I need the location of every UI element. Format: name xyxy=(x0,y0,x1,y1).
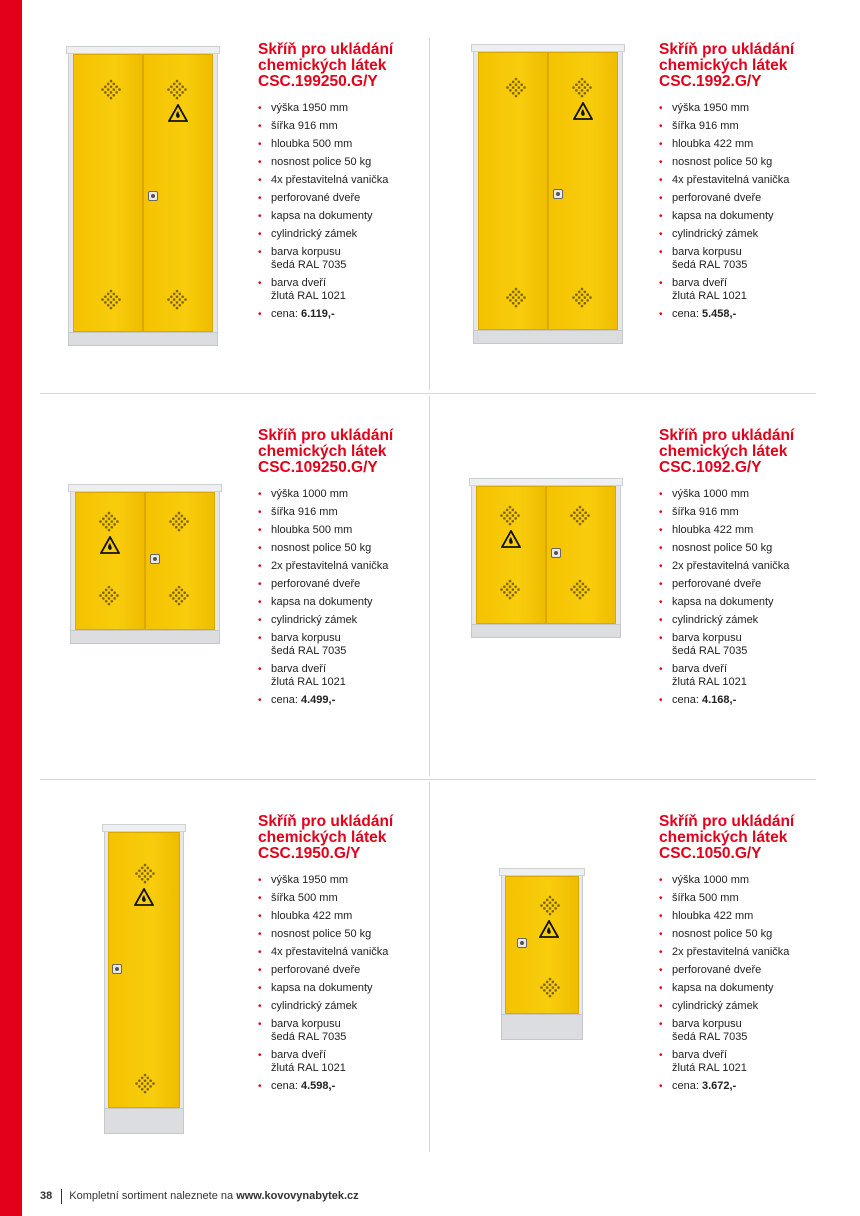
cylinder-lock-icon xyxy=(112,964,122,974)
price-value: 4.598,- xyxy=(300,1080,336,1092)
spec-item-body-color xyxy=(258,632,428,658)
footer-separator xyxy=(61,1189,62,1204)
spec-item-price xyxy=(258,1080,428,1093)
price-label: cena: xyxy=(672,308,699,320)
product-title-line: CSC.1092.G/Y xyxy=(659,459,762,476)
body-color-label: • barva korpusu xyxy=(672,1018,742,1030)
cylinder-lock-icon xyxy=(551,548,561,558)
spec-item: • nosnost police 50 kg xyxy=(258,928,428,941)
cylinder-lock-icon xyxy=(517,938,527,948)
product-card xyxy=(40,810,420,1180)
product-title xyxy=(258,814,428,862)
product-info xyxy=(659,428,829,712)
spec-list xyxy=(659,488,829,707)
product-info xyxy=(258,42,428,326)
product-info xyxy=(659,42,829,326)
spec-list xyxy=(258,874,428,1093)
page-number: 38 xyxy=(40,1190,53,1202)
footer-website-link[interactable]: www.kovovynabytek.cz xyxy=(236,1190,359,1202)
spec-item: • cylindrický zámek xyxy=(659,1000,829,1013)
spec-list xyxy=(258,102,428,321)
body-color-value: šedá RAL 7035 xyxy=(271,645,347,657)
door-color-value: žlutá RAL 1021 xyxy=(672,1062,747,1074)
body-color-value: šedá RAL 7035 xyxy=(271,1031,347,1043)
product-title-line: CSC.109250.G/Y xyxy=(258,459,378,476)
body-color-label: • barva korpusu xyxy=(271,632,341,644)
product-title xyxy=(258,428,428,476)
product-title xyxy=(258,42,428,90)
spec-item: • nosnost police 50 kg xyxy=(258,542,428,555)
spec-item: • nosnost police 50 kg xyxy=(659,928,829,941)
price-value: 6.119,- xyxy=(300,308,335,320)
product-card xyxy=(441,810,821,1180)
spec-item: • hloubka 422 mm xyxy=(659,138,829,151)
divider-vertical xyxy=(429,396,430,776)
product-title-line: Skříň pro ukládání xyxy=(659,813,795,830)
spec-item-door-color xyxy=(258,1049,428,1075)
body-color-label: • barva korpusu xyxy=(271,246,341,258)
price-value: 3.672,- xyxy=(701,1080,737,1092)
spec-item: • cylindrický zámek xyxy=(659,228,829,241)
product-card xyxy=(441,424,821,794)
body-color-label: • barva korpusu xyxy=(271,1018,341,1030)
product-title-line: Skříň pro ukládání xyxy=(258,813,394,830)
spec-item: • výška 1000 mm xyxy=(659,488,829,501)
spec-item-door-color xyxy=(659,277,829,303)
product-card xyxy=(40,38,420,408)
spec-item: • kapsa na dokumenty xyxy=(659,982,829,995)
price-label: cena: xyxy=(271,308,298,320)
spec-list xyxy=(659,874,829,1093)
product-title xyxy=(659,428,829,476)
body-color-value: šedá RAL 7035 xyxy=(672,259,748,271)
spec-item: • výška 1000 mm xyxy=(258,488,428,501)
price-value: 4.168,- xyxy=(701,694,737,706)
spec-item: • výška 1950 mm xyxy=(659,102,829,115)
product-title xyxy=(659,814,829,862)
spec-item: • cylindrický zámek xyxy=(258,614,428,627)
spec-item: • cylindrický zámek xyxy=(258,228,428,241)
spec-item: • hloubka 500 mm xyxy=(258,524,428,537)
spec-item: • kapsa na dokumenty xyxy=(258,210,428,223)
spec-item: • výška 1950 mm xyxy=(258,102,428,115)
divider-vertical xyxy=(429,38,430,390)
cylinder-lock-icon xyxy=(150,554,160,564)
spec-item-body-color xyxy=(258,246,428,272)
door-color-value: žlutá RAL 1021 xyxy=(672,676,747,688)
product-title-line: CSC.1950.G/Y xyxy=(258,845,361,862)
spec-item: • perforované dveře xyxy=(258,964,428,977)
product-title-line: Skříň pro ukládání xyxy=(258,427,394,444)
spec-item: • kapsa na dokumenty xyxy=(258,596,428,609)
cylinder-lock-icon xyxy=(553,189,563,199)
product-title-line: chemických látek xyxy=(659,443,788,460)
spec-item: • šířka 916 mm xyxy=(659,120,829,133)
body-color-label: • barva korpusu xyxy=(672,246,742,258)
door-color-label: • barva dveří xyxy=(672,663,728,675)
product-title-line: Skříň pro ukládání xyxy=(258,41,394,58)
spec-item: • kapsa na dokumenty xyxy=(659,596,829,609)
spec-item: • nosnost police 50 kg xyxy=(659,542,829,555)
spec-item: • šířka 500 mm xyxy=(659,892,829,905)
spec-item: • nosnost police 50 kg xyxy=(258,156,428,169)
price-value: 5.458,- xyxy=(701,308,737,320)
spec-item-price xyxy=(258,308,428,321)
spec-item: • 2x přestavitelná vanička xyxy=(659,946,829,959)
price-label: cena: xyxy=(271,1080,298,1092)
spec-item-price xyxy=(258,694,428,707)
price-label: cena: xyxy=(271,694,298,706)
door-color-label: • barva dveří xyxy=(271,277,327,289)
product-info xyxy=(258,428,428,712)
spec-item-price xyxy=(659,694,829,707)
spec-item: • perforované dveře xyxy=(258,192,428,205)
cylinder-lock-icon xyxy=(148,191,158,201)
product-card xyxy=(40,424,420,794)
spec-item: • 4x přestavitelná vanička xyxy=(258,174,428,187)
product-title-line: chemických látek xyxy=(659,57,788,74)
spec-item-door-color xyxy=(659,1049,829,1075)
spec-item-body-color xyxy=(659,1018,829,1044)
spec-item: • šířka 916 mm xyxy=(659,506,829,519)
door-color-label: • barva dveří xyxy=(672,277,728,289)
spec-item-door-color xyxy=(258,663,428,689)
product-title xyxy=(659,42,829,90)
product-title-line: CSC.199250.G/Y xyxy=(258,73,378,90)
product-title-line: CSC.1992.G/Y xyxy=(659,73,762,90)
product-title-line: chemických látek xyxy=(258,57,387,74)
spec-item: • šířka 916 mm xyxy=(258,120,428,133)
door-color-value: žlutá RAL 1021 xyxy=(271,290,346,302)
spec-item-body-color xyxy=(659,246,829,272)
body-color-label: • barva korpusu xyxy=(672,632,742,644)
spec-item: • kapsa na dokumenty xyxy=(258,982,428,995)
spec-item-body-color xyxy=(258,1018,428,1044)
spec-item: • hloubka 422 mm xyxy=(659,910,829,923)
product-info xyxy=(258,814,428,1098)
product-title-line: chemických látek xyxy=(659,829,788,846)
spec-item: • perforované dveře xyxy=(659,578,829,591)
spec-item: • šířka 500 mm xyxy=(258,892,428,905)
price-label: cena: xyxy=(672,1080,699,1092)
door-color-label: • barva dveří xyxy=(271,1049,327,1061)
spec-item: • 2x přestavitelná vanička xyxy=(258,560,428,573)
spec-item: • perforované dveře xyxy=(258,578,428,591)
spec-item-price xyxy=(659,308,829,321)
product-title-line: chemických látek xyxy=(258,443,387,460)
spec-item-price xyxy=(659,1080,829,1093)
spec-item: • nosnost police 50 kg xyxy=(659,156,829,169)
price-label: cena: xyxy=(672,694,699,706)
spec-item-door-color xyxy=(659,663,829,689)
spec-item: • hloubka 422 mm xyxy=(258,910,428,923)
door-color-value: žlutá RAL 1021 xyxy=(271,1062,346,1074)
divider-vertical xyxy=(429,782,430,1152)
spec-item: • cylindrický zámek xyxy=(659,614,829,627)
spec-item: • výška 1000 mm xyxy=(659,874,829,887)
product-title-line: Skříň pro ukládání xyxy=(659,427,795,444)
body-color-value: šedá RAL 7035 xyxy=(672,1031,748,1043)
red-side-bar xyxy=(0,0,22,1216)
spec-item: • hloubka 500 mm xyxy=(258,138,428,151)
product-title-line: chemických látek xyxy=(258,829,387,846)
spec-item: • 4x přestavitelná vanička xyxy=(659,174,829,187)
body-color-value: šedá RAL 7035 xyxy=(271,259,347,271)
product-title-line: Skříň pro ukládání xyxy=(659,41,795,58)
spec-list xyxy=(258,488,428,707)
spec-item: • 4x přestavitelná vanička xyxy=(258,946,428,959)
product-title-line: CSC.1050.G/Y xyxy=(659,845,762,862)
price-value: 4.499,- xyxy=(300,694,336,706)
spec-item: • cylindrický zámek xyxy=(258,1000,428,1013)
spec-item: • šířka 916 mm xyxy=(258,506,428,519)
spec-item-body-color xyxy=(659,632,829,658)
body-color-value: šedá RAL 7035 xyxy=(672,645,748,657)
spec-item: • kapsa na dokumenty xyxy=(659,210,829,223)
door-color-label: • barva dveří xyxy=(672,1049,728,1061)
product-card xyxy=(441,38,821,408)
spec-item: • hloubka 422 mm xyxy=(659,524,829,537)
spec-item-door-color xyxy=(258,277,428,303)
spec-item: • perforované dveře xyxy=(659,964,829,977)
product-info xyxy=(659,814,829,1098)
spec-item: • perforované dveře xyxy=(659,192,829,205)
page-footer xyxy=(40,1188,359,1206)
door-color-value: žlutá RAL 1021 xyxy=(271,676,346,688)
door-color-label: • barva dveří xyxy=(271,663,327,675)
footer-text: Kompletní sortiment naleznete na xyxy=(69,1190,234,1202)
spec-list xyxy=(659,102,829,321)
door-color-value: žlutá RAL 1021 xyxy=(672,290,747,302)
spec-item: • 2x přestavitelná vanička xyxy=(659,560,829,573)
spec-item: • výška 1950 mm xyxy=(258,874,428,887)
